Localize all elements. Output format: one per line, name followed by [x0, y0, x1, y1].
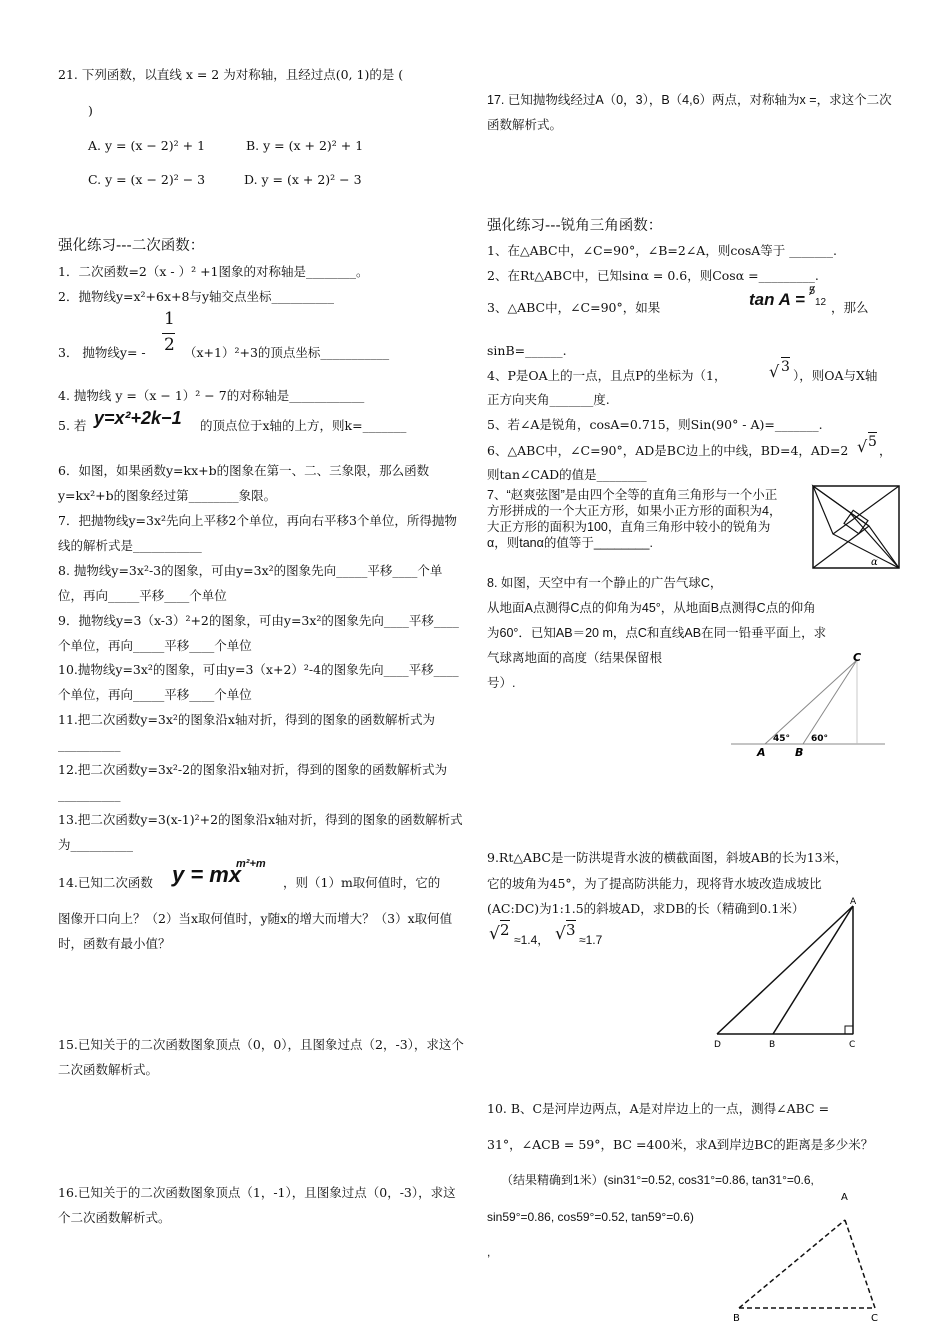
- trig-question-4-sqrt-value: 3: [781, 359, 790, 375]
- question-14-formula: y = mx: [172, 862, 242, 887]
- question-13: 13.把二次函数y=3(x-1)²+2的图象沿x轴对折，得到的图象的函数解析式为__________: [58, 812, 463, 852]
- trig-question-6-sqrt-sign: √: [857, 437, 868, 456]
- trig-question-6-suffix: ，: [879, 443, 892, 458]
- question-14-prefix: 14.已知二次函数: [58, 875, 153, 890]
- trig-question-2: 2、在Rt△ABC中，已知sinα = 0.6，则Cosα =_________.: [487, 268, 819, 283]
- trig-question-4-sqrt-sign: √: [769, 362, 780, 381]
- trig-question-4-prefix: 4、P是OA上的一点，且点P的坐标为（1，: [487, 368, 727, 383]
- embankment-point-a: A: [850, 897, 857, 907]
- trig-question-4-suffix: ），则OA与X轴: [793, 368, 878, 383]
- question-8: 8. 抛物线y=3x²-3的图象，可由y=3x²的图象先向_____平移____个单位，再向_____平移____个单位: [58, 563, 443, 603]
- q21-option-b: B. y = (x + 2)² + 1: [246, 138, 364, 153]
- question-10: 10.抛物线y=3x²的图象，可由y=3（x+2）²-4的图象先向____平移____个单位，再向_____平移____个单位: [58, 662, 459, 702]
- river-figure: [727, 1186, 887, 1326]
- q21-paren: ): [88, 103, 93, 118]
- question-4: 4. 抛物线 y =（x − 1）² − 7的对称轴是____________: [58, 388, 365, 403]
- trig-question-10-line-5: ,: [487, 1245, 491, 1259]
- question-15: 15.已知关于的二次函数图象顶点（0，0），且图象过点（2，-3），求这个二次函数解析式。: [58, 1037, 464, 1077]
- trig-question-9-approx-2: ≈1.7: [579, 933, 603, 947]
- balloon-angle-60: 60°: [811, 734, 829, 744]
- trig-question-8-line-4: 气球离地面的高度（结果保留根: [487, 651, 663, 665]
- trig-question-10-line-3: （结果精确到1米）(sin31°=0.52, cos31°=0.86, tan31°=0.6,: [501, 1173, 814, 1187]
- balloon-point-a: A: [757, 746, 766, 759]
- question-14-suffix: ，则（1）m取何值时，它的: [283, 875, 441, 890]
- question-5-prefix: 5. 若: [58, 418, 87, 433]
- embankment-point-b: B: [769, 1040, 776, 1050]
- trig-question-3-answer: sinB=______.: [487, 343, 567, 358]
- question-2: 2．抛物线y=x²+6x+8与y轴交点坐标__________: [58, 289, 335, 304]
- trig-question-10-line-4: sin59°=0.86, cos59°=0.52, tan59°=0.6): [487, 1210, 694, 1224]
- question-5-formula: y=x²+2k−1: [94, 408, 182, 428]
- question-14-exponent: m²+m: [236, 858, 266, 870]
- trig-question-9-sqrt2-sign: √: [489, 924, 500, 944]
- question-3-fraction-denominator: 2: [164, 335, 175, 355]
- trig-question-7: 7、“赵爽弦图”是由四个全等的直角三角形与一个小正方形拼成的一个大正方形，如果小正方形的面积为4，大正方形的面积为100，直角三角形中较小的锐角为α，则tanα的值等于________.: [487, 488, 782, 550]
- question-7: 7．把抛物线y=3x²先向上平移2个单位，再向右平移3个单位，所得抛物线的解析式是___________: [58, 513, 457, 553]
- trig-question-8-line-3: 为60°．已知AB＝20 m，点C和直线AB在同一铅垂平面上，求: [487, 626, 827, 640]
- trig-question-3-prefix: 3、△ABC中，∠C=90°，如果: [487, 300, 661, 315]
- trig-question-9-line-2: 它的坡角为45°，为了提高防洪能力，现将背水坡改造成坡比: [487, 876, 822, 891]
- river-point-a: A: [841, 1192, 848, 1203]
- q21-option-d: D. y = (x + 2)² − 3: [244, 172, 362, 187]
- question-3-prefix: 3． 抛物线y= -: [58, 345, 146, 360]
- trig-question-9-sqrt3-sign: √: [555, 924, 566, 944]
- section-title-quadratic: 强化练习---二次函数：: [58, 238, 205, 254]
- question-3-fraction-numerator: 1: [164, 309, 175, 329]
- trig-question-6-answer: 则tan∠CAD的值是________: [487, 467, 647, 482]
- question-9: 9．抛物线y=3（x-3）²+2的图象，可由y=3x²的图象先向____平移____个单位，再向_____平移____个单位: [58, 613, 459, 653]
- trig-question-8-line-2: 从地面A点测得C点的仰角为45°，从地面B点测得C点的仰角: [487, 601, 816, 615]
- trig-question-9-sqrt3-value: 3: [566, 921, 576, 939]
- embankment-figure: [707, 894, 867, 1054]
- trig-question-8-line-5: 号）.: [487, 676, 516, 690]
- question-5-suffix: 的顶点位于x轴的上方，则k=_______: [200, 418, 407, 433]
- river-point-c: C: [871, 1313, 878, 1324]
- trig-question-3-fraction-denominator: 12: [815, 297, 827, 308]
- question-14-body: 图像开口向上？（2）当x取何值时，y随x的增大而增大？（3）x取何值时，函数有最小值？: [58, 911, 453, 951]
- river-point-b: B: [733, 1313, 740, 1324]
- zhao-shuang-alpha-label: α: [871, 557, 878, 568]
- trig-question-8-line-1: 8. 如图，天空中有一个静止的广告气球C，: [487, 576, 723, 590]
- q21-option-c: C. y = (x − 2)² − 3: [88, 172, 206, 187]
- embankment-point-d: D: [714, 1040, 721, 1050]
- trig-question-3-suffix: ，那么: [831, 300, 869, 315]
- question-1: 1．二次函数=2（x - ）² +1图象的对称轴是________。: [58, 264, 369, 279]
- question-17: 17. 已知抛物线经过A（0，3），B（4,6）两点，对称轴为x =，求这个二次函数解析式。: [487, 93, 892, 132]
- embankment-point-c: C: [849, 1040, 856, 1050]
- trig-question-9-line-3: (AC:DC)为1:1.5的斜坡AD，求DB的长（精确到0.1米）: [487, 901, 805, 916]
- question-6: 6．如图，如果函数y=kx+b的图象在第一、二、三象限，那么函数y=kx²+b的图象经过第________象限。: [58, 463, 430, 503]
- trig-question-3-fraction-numerator: 5: [809, 285, 816, 297]
- trig-question-4-answer: 正方向夹角_______度.: [487, 392, 610, 407]
- q21-stem: 21. 下列函数，以直线 x = 2 为对称轴，且经过点(0, 1)的是 (: [58, 67, 404, 82]
- balloon-point-b: B: [795, 746, 804, 759]
- balloon-angle-45: 45°: [773, 734, 791, 744]
- question-12: 12.把二次函数y=3x²-2的图象沿x轴对折，得到的图象的函数解析式为__________: [58, 762, 448, 802]
- trig-question-9-line-1: 9.Rt△ABC是一防洪堤背水波的横截面图，斜坡AB的长为13米，: [487, 850, 848, 865]
- trig-question-5: 5、若∠A是锐角，cosA=0.715，则Sin(90° - A)=_______.: [487, 417, 823, 432]
- zhao-shuang-figure: [811, 484, 903, 570]
- question-3-suffix: （x+1）²+3的顶点坐标___________: [184, 345, 390, 360]
- balloon-figure: [731, 648, 887, 760]
- trig-question-9-approx-1: ≈1.4，: [514, 933, 550, 947]
- trig-question-3-formula: tan A =: [749, 290, 805, 309]
- trig-question-1: 1、在△ABC中，∠C=90°，∠B=2∠A，则cosA等于 _______.: [487, 243, 837, 258]
- question-16: 16.已知关于的二次函数图象顶点（1，-1），且图象过点（0，-3），求这个二次函数解析式。: [58, 1185, 456, 1225]
- trig-question-10-line-2: 31°，∠ACB = 59°，BC =400米，求A到岸边BC的距离是多少米？: [487, 1137, 874, 1152]
- q21-option-a: A. y = (x − 2)² + 1: [88, 138, 206, 153]
- trig-question-6-prefix: 6、△ABC中，∠C=90°，AD是BC边上的中线，BD=4，AD=2: [487, 443, 849, 458]
- trig-question-6-sqrt-value: 5: [868, 434, 877, 450]
- trig-question-9-sqrt2-value: 2: [500, 921, 510, 939]
- trig-question-10-line-1: 10. B、C是河岸边两点，A是对岸边上的一点，测得∠ABC =: [487, 1101, 830, 1116]
- balloon-point-c: C: [853, 651, 862, 664]
- section-title-trig: 强化练习---锐角三角函数：: [487, 218, 663, 234]
- question-11: 11.把二次函数y=3x²的图象沿x轴对折，得到的图象的函数解析式为__________: [58, 712, 435, 752]
